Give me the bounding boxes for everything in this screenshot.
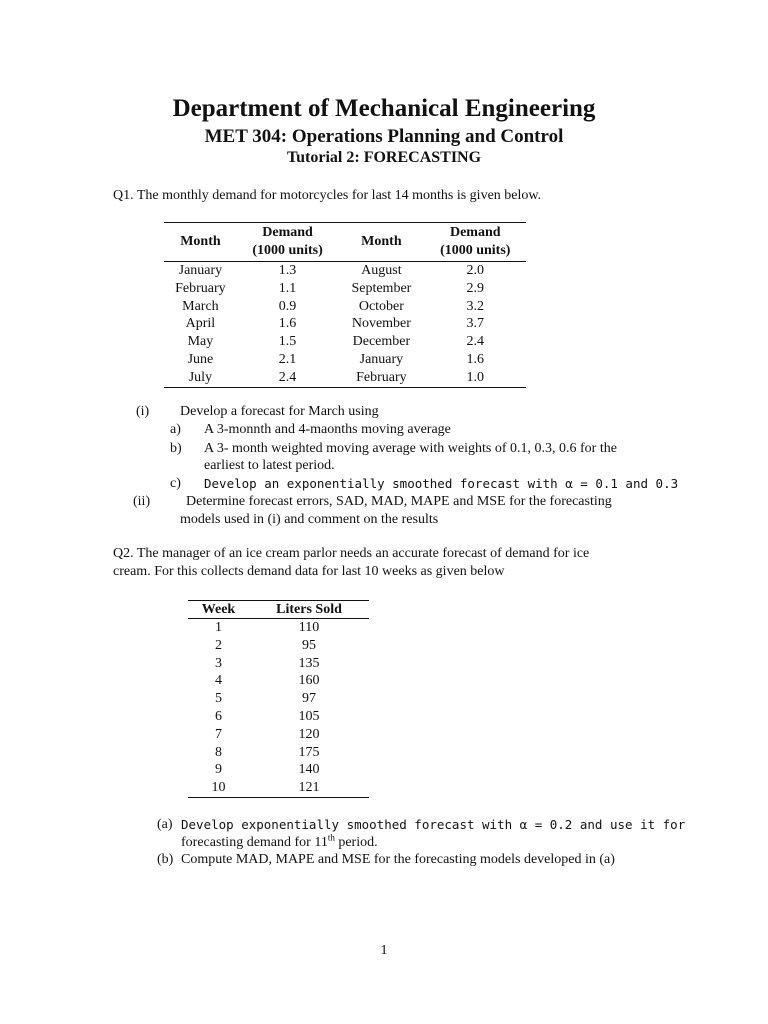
table-row bbox=[188, 708, 369, 726]
table-cell: 2 bbox=[215, 637, 223, 653]
q2-b-text: Compute MAD, MAPE and MSE for the forecasting models developed in (a) bbox=[181, 852, 615, 867]
table-row bbox=[164, 369, 526, 387]
q1-part-ii-line2: models used in (i) and comment on the results bbox=[180, 512, 439, 527]
q1-c-text: Develop an exponentially smoothed forecast with α = 0.1 and 0.3 bbox=[204, 476, 679, 491]
table-cell: 1.1 bbox=[278, 280, 297, 296]
q2-a-line2 bbox=[181, 834, 378, 852]
q2-a-line1: Develop exponentially smoothed forecast with α = 0.2 and use it for bbox=[181, 817, 686, 832]
q1-a-label: a) bbox=[170, 422, 181, 437]
table-cell: 110 bbox=[298, 620, 320, 635]
demand-header-line2: (1000 units) bbox=[440, 243, 511, 258]
table-header-row bbox=[188, 601, 369, 619]
table-row bbox=[188, 619, 369, 637]
table-cell: 160 bbox=[298, 673, 320, 689]
table-cell: 140 bbox=[298, 762, 320, 778]
q1-part-ii-line1: Determine forecast errors, SAD, MAD, MAPE and MSE for the forecasting bbox=[186, 494, 612, 509]
table-cell: January bbox=[178, 263, 223, 278]
table-row bbox=[164, 351, 526, 369]
table-cell: July bbox=[188, 369, 213, 385]
table-cell: October bbox=[358, 298, 404, 314]
table-cell: 2.4 bbox=[278, 369, 297, 385]
course-title: MET 304: Operations Planning and Control bbox=[204, 126, 564, 147]
q1-b-label: b) bbox=[170, 441, 182, 456]
col-header-week: Week bbox=[201, 602, 236, 617]
col-header-liters: Liters Sold bbox=[276, 602, 342, 617]
table-row bbox=[164, 280, 526, 298]
q2-a-label: (a) bbox=[157, 817, 173, 832]
q1-c-label: c) bbox=[170, 476, 181, 491]
table-cell: 1.0 bbox=[466, 369, 485, 385]
demand-header-line1: Demand bbox=[449, 225, 501, 240]
table-cell: 97 bbox=[302, 691, 317, 707]
q2-b-label: (b) bbox=[157, 852, 174, 867]
q2-intro-line2: cream. For this collects demand data for last 10 weeks as given below bbox=[113, 564, 505, 579]
table-cell: 2.9 bbox=[466, 280, 485, 296]
table-cell: 9 bbox=[215, 762, 223, 778]
table-cell: 135 bbox=[298, 655, 320, 671]
table-row bbox=[188, 761, 369, 779]
ordinal-superscript: th bbox=[327, 832, 335, 843]
q2-intro-line1: Q2. The manager of an ice cream parlor needs an accurate forecast of demand for ice bbox=[113, 546, 590, 561]
table-cell: 1 bbox=[215, 620, 223, 635]
table-row bbox=[188, 655, 369, 673]
table-cell: 120 bbox=[298, 726, 320, 742]
table-cell: 3.2 bbox=[466, 298, 485, 314]
col-header-month: Month bbox=[180, 234, 221, 249]
q2-liters-table bbox=[188, 600, 369, 798]
table-cell: 2.4 bbox=[466, 334, 485, 350]
table-cell: 5 bbox=[215, 691, 223, 707]
q1-b-text-line1: A 3- month weighted moving average with weights of 0.1, 0.3, 0.6 for the bbox=[204, 441, 617, 456]
q1-part-i-label: (i) bbox=[136, 404, 150, 419]
demand-header-line1: Demand bbox=[262, 225, 313, 240]
q1-a-text: A 3-monnth and 4-maonths moving average bbox=[204, 422, 451, 437]
q2-a-line2-end: period. bbox=[334, 835, 378, 850]
table-row bbox=[188, 744, 369, 762]
table-cell: January bbox=[359, 351, 404, 367]
table-cell: 1.5 bbox=[278, 334, 297, 350]
col-header-demand-2 bbox=[425, 223, 526, 262]
table-cell: 2.0 bbox=[466, 263, 485, 278]
table-cell: August bbox=[361, 263, 402, 278]
table-cell: 7 bbox=[215, 726, 223, 742]
table-cell: 3 bbox=[215, 655, 223, 671]
table-row bbox=[188, 637, 369, 655]
table-cell: 8 bbox=[215, 744, 223, 760]
table-cell: 2.1 bbox=[278, 351, 297, 367]
table-cell: 1.6 bbox=[278, 316, 297, 332]
table-cell: 1.3 bbox=[278, 263, 297, 278]
q1-intro: Q1. The monthly demand for motorcycles for last 14 months is given below. bbox=[113, 188, 542, 203]
table-cell: November bbox=[351, 316, 411, 332]
q1-b-text-line2: earliest to latest period. bbox=[204, 458, 335, 473]
q1-part-ii-label: (ii) bbox=[133, 494, 151, 509]
table-cell: 105 bbox=[298, 708, 320, 724]
table-cell: March bbox=[182, 298, 219, 314]
table-cell: December bbox=[352, 334, 411, 350]
table-row bbox=[188, 690, 369, 708]
col-header-demand bbox=[237, 223, 338, 262]
table-row bbox=[164, 262, 526, 280]
table-row bbox=[188, 726, 369, 744]
table-row bbox=[164, 333, 526, 351]
table-cell: 6 bbox=[215, 708, 223, 724]
table-cell: 1.6 bbox=[466, 351, 485, 367]
table-cell: May bbox=[187, 334, 214, 350]
table-cell: 0.9 bbox=[278, 298, 297, 314]
table-row bbox=[164, 298, 526, 316]
q1-part-i-text: Develop a forecast for March using bbox=[180, 404, 379, 419]
table-header-row bbox=[164, 223, 526, 262]
tutorial-title: Tutorial 2: FORECASTING bbox=[286, 149, 482, 166]
table-cell: June bbox=[187, 351, 214, 367]
table-cell: 121 bbox=[298, 780, 320, 796]
table-cell: 95 bbox=[302, 637, 317, 653]
table-row bbox=[188, 779, 369, 797]
q1-demand-table bbox=[164, 222, 526, 388]
demand-header-line2: (1000 units) bbox=[252, 243, 323, 258]
table-cell: September bbox=[351, 280, 412, 296]
table-cell: February bbox=[356, 369, 407, 385]
col-header-month-2: Month bbox=[361, 234, 402, 249]
table-cell: 4 bbox=[215, 673, 223, 689]
table-cell: February bbox=[175, 280, 226, 296]
table-cell: 10 bbox=[211, 780, 226, 796]
table-cell: 3.7 bbox=[466, 316, 485, 332]
table-cell: 175 bbox=[298, 744, 320, 760]
table-cell: April bbox=[185, 316, 216, 332]
table-row bbox=[188, 672, 369, 690]
page-number: 1 bbox=[380, 943, 388, 958]
q2-a-line2-text: forecasting demand for 11 bbox=[181, 835, 328, 850]
department-title: Department of Mechanical Engineering bbox=[172, 95, 596, 122]
table-row bbox=[164, 315, 526, 333]
